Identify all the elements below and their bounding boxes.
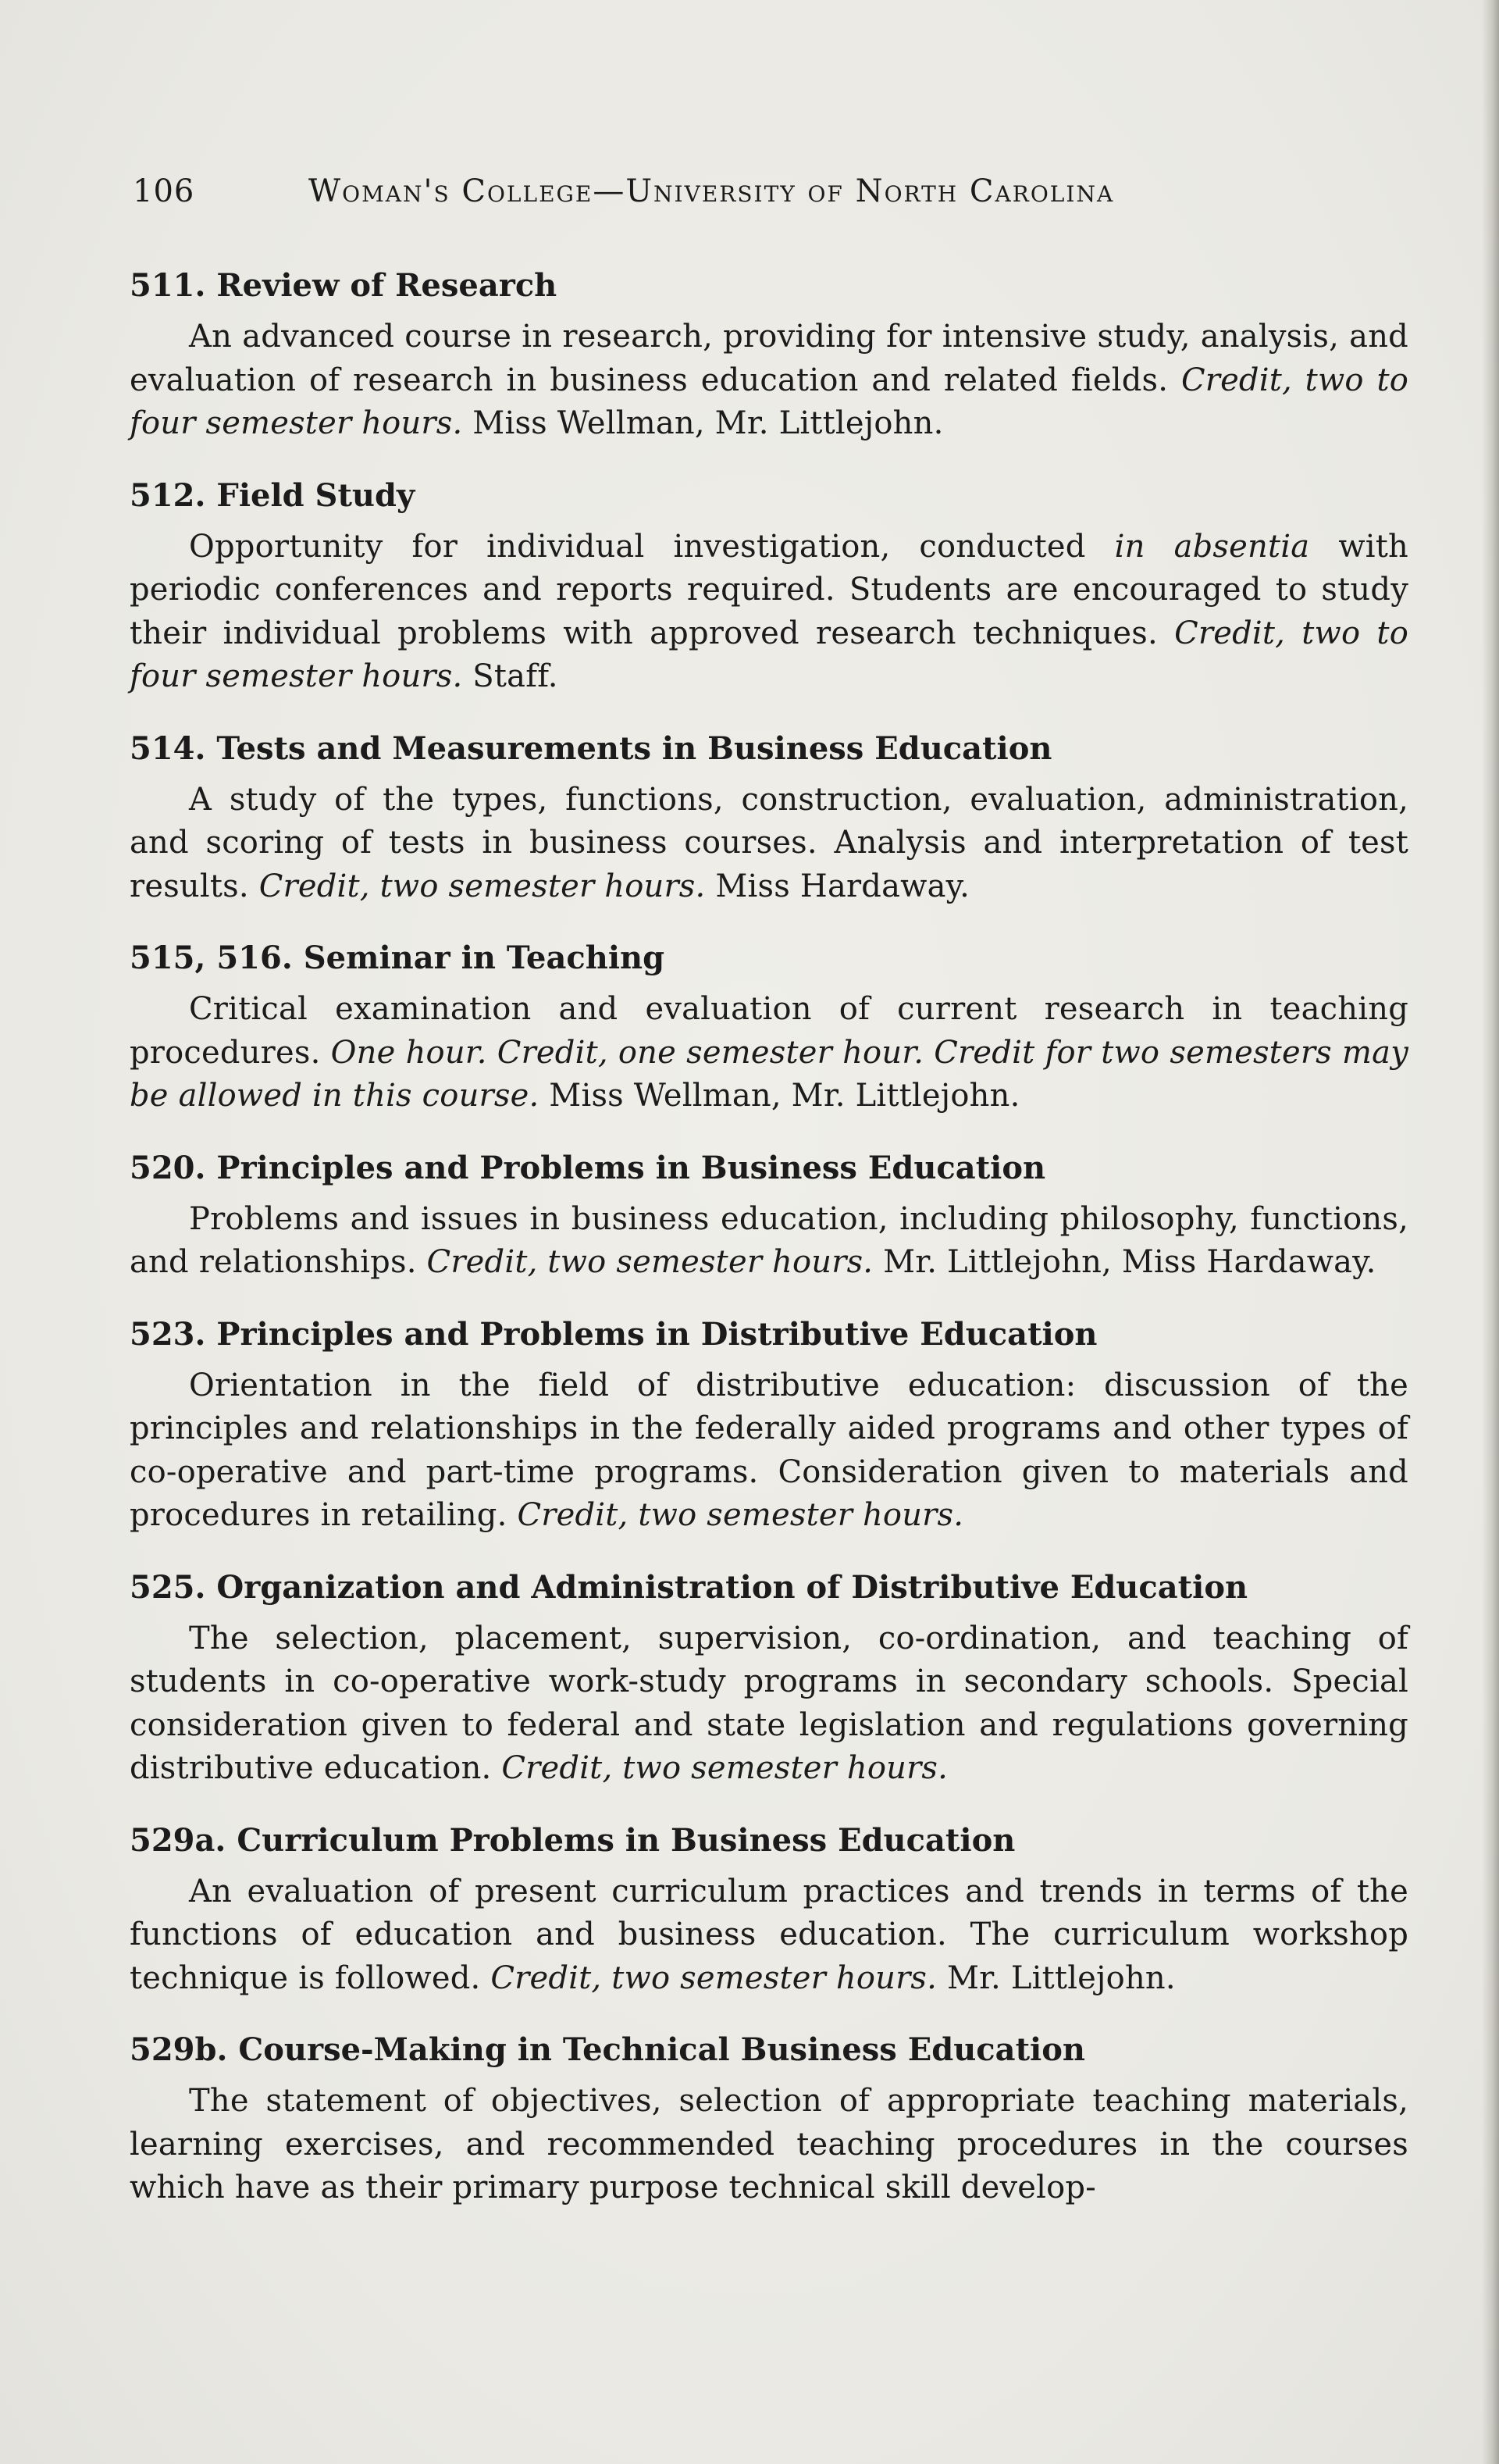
description-text: Staff. — [462, 658, 558, 694]
course-entry — [130, 264, 1408, 446]
course-title: Field Study — [216, 476, 415, 514]
credit-italic-text: Credit, two semester hours. — [501, 1750, 949, 1786]
course-heading — [130, 264, 1408, 308]
credit-italic-text: One hour. Credit, one semester hour. Credit for two semesters may be allowed in this course. — [130, 1034, 1408, 1114]
course-heading — [130, 1566, 1408, 1610]
credit-italic-text: Credit, two semester hours. — [490, 1959, 938, 1996]
running-title: Woman's College—University of North Carolina — [308, 173, 1115, 209]
course-number: 529b. — [130, 2031, 228, 2068]
credit-italic-text: Credit, two semester hours. — [517, 1497, 964, 1533]
description-text: Miss Wellman, Mr. Littlejohn. — [462, 405, 944, 441]
course-description — [130, 988, 1408, 1118]
description-text: Opportunity for individual investigation, conducted — [189, 528, 1115, 565]
course-heading — [130, 1819, 1408, 1863]
course-number: 512. — [130, 476, 206, 514]
description-text: An evaluation of present curriculum practices and trends in terms of the functions of education and business education. The curriculum workshop technique is followed. — [130, 1873, 1408, 1996]
course-entry — [130, 1313, 1408, 1538]
course-heading — [130, 1146, 1408, 1190]
course-entry — [130, 1819, 1408, 2001]
description-text: The selection, placement, supervision, co-ordination, and teaching of students in co-operative work-study programs in secondary schools. Special consideration given to federal and state legislation and regulations governing distributive education. — [130, 1620, 1408, 1786]
description-text: Orientation in the field of distributive education: discussion of the principles and relationships in the federally aided programs and other types of co-operative and part-time programs. Consideration given to materials and procedures in retailing. — [130, 1367, 1408, 1533]
course-title: Organization and Administration of Distributive Education — [216, 1568, 1248, 1606]
course-title: Review of Research — [216, 267, 557, 304]
course-heading — [130, 474, 1408, 518]
course-description — [130, 1198, 1408, 1285]
description-text: Miss Hardaway. — [705, 868, 970, 904]
credit-italic-text: Credit, two to four semester hours. — [130, 615, 1408, 694]
course-description — [130, 526, 1408, 699]
course-number: 511. — [130, 267, 206, 304]
course-heading — [130, 727, 1408, 771]
course-entry — [130, 474, 1408, 699]
course-number: 514. — [130, 729, 206, 767]
description-text: Miss Wellman, Mr. Littlejohn. — [539, 1078, 1020, 1114]
description-text: with periodic conferences and reports required. Students are encouraged to study their individual problems with approved research techniques. — [130, 528, 1408, 651]
credit-italic-text: in absentia — [1114, 528, 1310, 565]
course-title: Principles and Problems in Distributive Education — [216, 1315, 1098, 1353]
credit-italic-text: Credit, two semester hours. — [258, 868, 706, 904]
page-edge-shadow — [1482, 0, 1499, 2464]
course-heading — [130, 2028, 1408, 2072]
course-title: Principles and Problems in Business Education — [216, 1149, 1046, 1186]
credit-italic-text: Credit, two semester hours. — [426, 1244, 874, 1280]
running-header — [133, 173, 1413, 220]
course-entry — [130, 2028, 1408, 2210]
course-number: 529a. — [130, 1821, 226, 1859]
course-entry — [130, 1566, 1408, 1791]
course-heading — [130, 936, 1408, 980]
course-description — [130, 1617, 1408, 1791]
description-text: Problems and issues in business education, including philosophy, functions, and relationships. — [130, 1200, 1408, 1280]
description-text: A study of the types, functions, construction, evaluation, administration, and scoring of tests in business courses. Analysis and interpretation of test results. — [130, 781, 1408, 904]
course-description — [130, 779, 1408, 909]
course-title: Curriculum Problems in Business Education — [237, 1821, 1016, 1859]
description-text: Mr. Littlejohn. — [937, 1959, 1176, 1996]
course-title: Course-Making in Technical Business Education — [238, 2031, 1085, 2068]
course-number: 523. — [130, 1315, 206, 1353]
course-list — [130, 264, 1408, 2238]
description-text: Critical examination and evaluation of current research in teaching procedures. — [130, 991, 1408, 1071]
course-title: Seminar in Teaching — [303, 940, 665, 976]
course-entry — [130, 727, 1408, 909]
course-description — [130, 1364, 1408, 1538]
credit-italic-text: Credit, two to four semester hours. — [130, 362, 1408, 441]
course-heading — [130, 1313, 1408, 1357]
description-text: Mr. Littlejohn, Miss Hardaway. — [873, 1244, 1376, 1280]
description-text: An advanced course in research, providing for intensive study, analysis, and evaluation of research in business education and related fields. — [130, 319, 1408, 398]
course-title: Tests and Measurements in Business Education — [216, 729, 1052, 767]
course-description — [130, 2080, 1408, 2210]
page-number: 106 — [133, 173, 195, 209]
course-number: 515, 516. — [130, 940, 293, 976]
course-entry — [130, 1146, 1408, 1285]
course-description — [130, 316, 1408, 446]
description-text: The statement of objectives, selection of appropriate teaching materials, learning exercises, and recommended teaching procedures in the courses which have as their primary purpose technical skill develop- — [130, 2083, 1408, 2205]
course-description — [130, 1870, 1408, 2001]
course-number: 525. — [130, 1568, 206, 1606]
course-entry — [130, 936, 1408, 1118]
course-number: 520. — [130, 1149, 206, 1186]
